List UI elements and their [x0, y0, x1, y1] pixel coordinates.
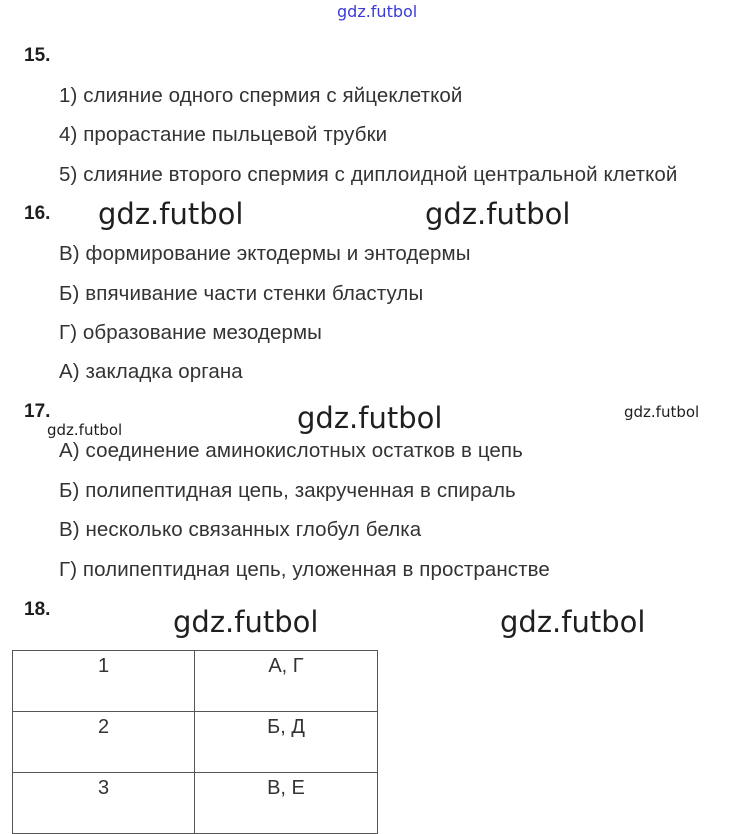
watermark-18-left: gdz.futbol [173, 605, 319, 639]
question-17-item-4: Г) полипептидная цепь, уложенная в пространстве [59, 558, 550, 581]
table-row [13, 712, 378, 773]
table-row [13, 651, 378, 712]
question-17-item-2: Б) полипептидная цепь, закрученная в спираль [59, 479, 516, 502]
question-17-item-1: А) соединение аминокислотных остатков в цепь [59, 439, 523, 462]
table-cell-answer: Б, Д [195, 712, 378, 773]
question-15-item-2: 4) прорастание пыльцевой трубки [59, 123, 388, 146]
question-18-number: 18. [24, 599, 51, 620]
question-15-number: 15. [24, 45, 51, 66]
watermark-17-small-right: gdz.futbol [624, 403, 700, 421]
watermark-17-center: gdz.futbol [297, 401, 443, 435]
question-17-number: 17. [24, 401, 51, 422]
answer-table [12, 650, 378, 834]
table-cell-number: 2 [13, 712, 195, 773]
question-16-number: 16. [24, 203, 51, 224]
table-row [13, 773, 378, 834]
question-16-item-1: В) формирование эктодермы и энтодермы [59, 242, 471, 265]
watermark-16-left: gdz.futbol [98, 197, 244, 231]
question-15-item-1: 1) слияние одного спермия с яйцеклеткой [59, 84, 463, 107]
table-cell-number: 3 [13, 773, 195, 834]
watermark-17-small-left: gdz.futbol [47, 421, 123, 439]
question-16-item-2: Б) впячивание части стенки бластулы [59, 282, 424, 305]
watermark-16-right: gdz.futbol [425, 197, 571, 231]
question-17-item-3: В) несколько связанных глобул белка [59, 518, 422, 541]
watermark-18-right: gdz.futbol [500, 605, 646, 639]
question-15-item-3: 5) слияние второго спермия с диплоидной центральной клеткой [59, 163, 678, 186]
watermark-top: gdz.futbol [337, 2, 418, 21]
question-16-item-3: Г) образование мезодермы [59, 321, 322, 344]
table-cell-number: 1 [13, 651, 195, 712]
table-cell-answer: В, Е [195, 773, 378, 834]
question-16-item-4: А) закладка органа [59, 360, 243, 383]
table-cell-answer: А, Г [195, 651, 378, 712]
